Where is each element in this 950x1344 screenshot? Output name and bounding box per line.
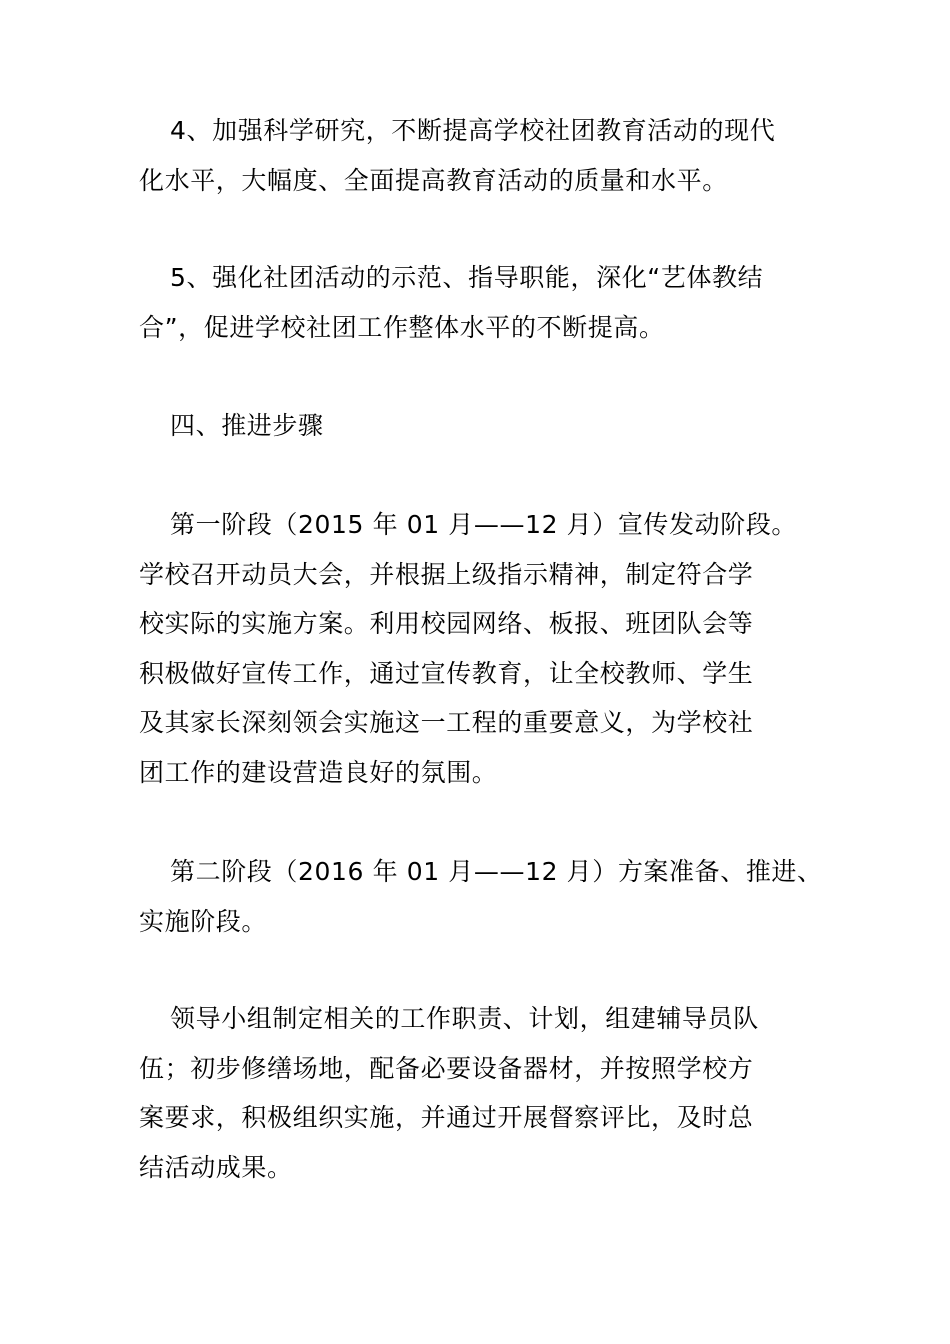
- text-line: 积极做好宣传工作，通过宣传教育，让全校教师、学生: [139, 658, 754, 688]
- paragraph-phase-two: [139, 847, 839, 946]
- text-line: 伍；初步修缮场地，配备必要设备器材，并按照学校方: [139, 1053, 754, 1083]
- text-line: 第二阶段（2016 年 01 月——12 月）方案准备、推进、: [170, 857, 823, 886]
- text-line: 第一阶段（2015 年 01 月——12 月）宣传发动阶段。: [170, 510, 798, 539]
- text-line: 合”，促进学校社团工作整体水平的不断提高。: [139, 312, 665, 342]
- text-line: 结活动成果。: [139, 1152, 293, 1182]
- paragraph-item-5: [139, 253, 839, 352]
- text-line: 及其家长深刻领会实施这一工程的重要意义，为学校社: [139, 708, 754, 737]
- text-line: 学校召开动员大会，并根据上级指示精神，制定符合学: [139, 559, 754, 589]
- text-line: 校实际的实施方案。利用校园网络、板报、班团队会等: [139, 609, 754, 638]
- text-line: 化水平，大幅度、全面提高教育活动的质量和水平。: [139, 165, 728, 195]
- text-line: 实施阶段。: [139, 906, 268, 936]
- heading-text: 四、推进步骤: [170, 411, 324, 440]
- text-line: 领导小组制定相关的工作职责、计划，组建辅导员队: [170, 1004, 759, 1033]
- text-line: 4、加强科学研究，不断提高学校社团教育活动的现代: [170, 116, 776, 145]
- text-line: 团工作的建设营造良好的氛围。: [139, 757, 498, 787]
- paragraph-item-4: [139, 106, 839, 205]
- text-line: 案要求，积极组织实施，并通过开展督察评比，及时总: [139, 1103, 754, 1132]
- section-heading-steps: [139, 401, 839, 451]
- paragraph-phase-one: [139, 500, 839, 797]
- paragraph-leadership: [139, 994, 839, 1192]
- text-line: 5、强化社团活动的示范、指导职能，深化“艺体教结: [170, 263, 764, 292]
